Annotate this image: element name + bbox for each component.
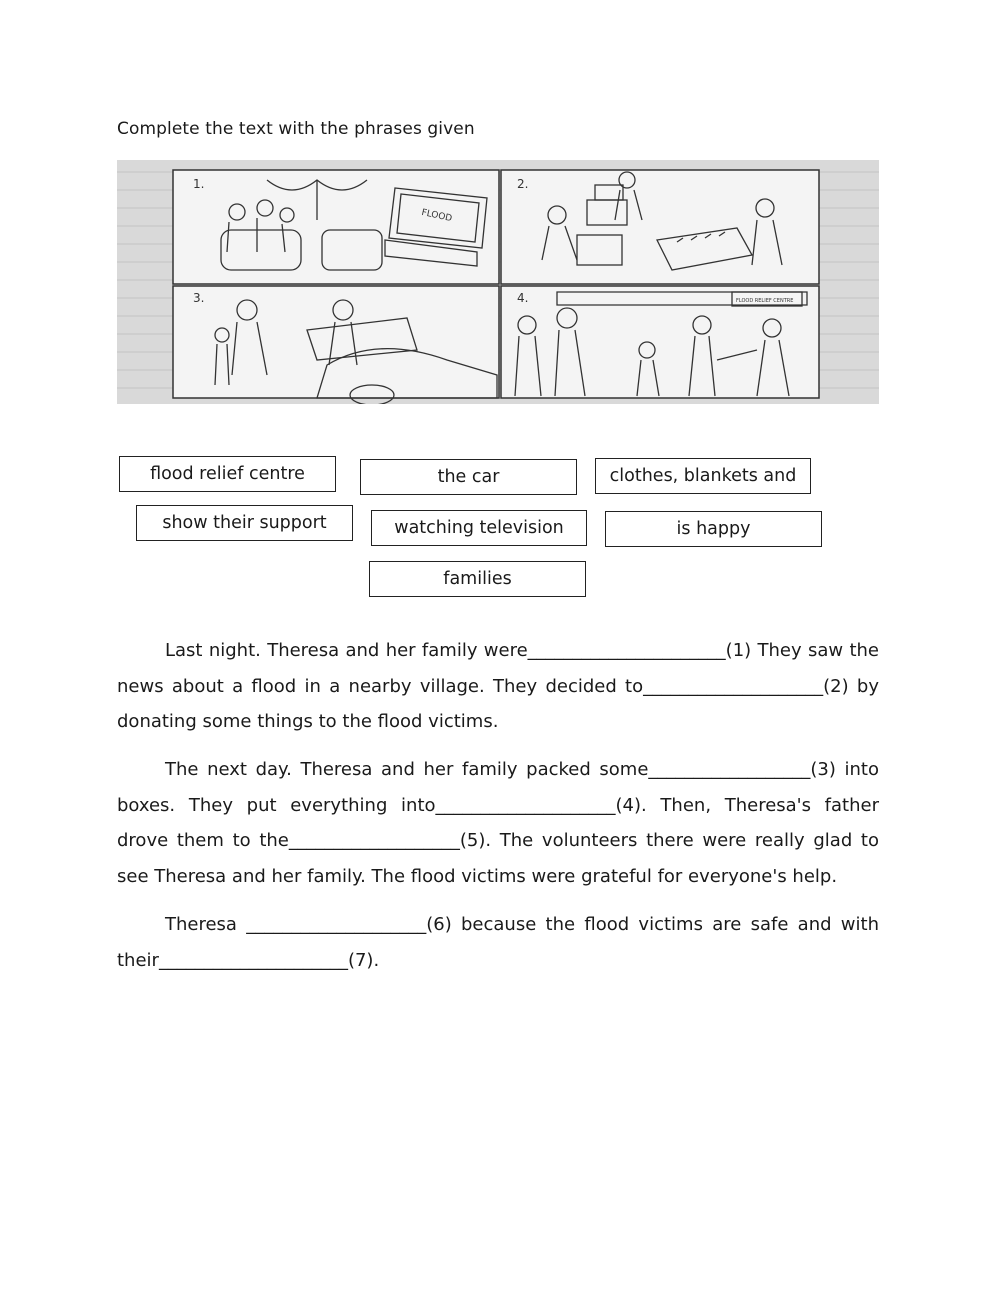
phrase-chip-clothes-blankets[interactable]: clothes, blankets and (595, 458, 811, 494)
panel-number-1: 1. (193, 177, 205, 191)
phrase-chip-is-happy[interactable]: is happy (605, 511, 822, 547)
panel-number-2: 2. (517, 177, 529, 191)
phrase-chip-flood-relief-centre[interactable]: flood relief centre (119, 456, 336, 492)
phrase-chip-show-their-support[interactable]: show their support (136, 505, 353, 541)
flood-story-picture (117, 160, 879, 404)
story-paragraph-1 (117, 633, 879, 740)
phrase-chip-families[interactable]: families (369, 561, 586, 597)
instruction-text: Complete the text with the phrases given (117, 119, 475, 139)
paragraph-3-text: Theresa ____________________(6) because the flood victims are safe and with their_____________________(7). (117, 914, 879, 971)
panel-number-3: 3. (193, 291, 205, 305)
phrase-chip-the-car[interactable]: the car (360, 459, 577, 495)
story-paragraph-2 (117, 752, 879, 894)
tv-flood-text: FLOOD (420, 207, 453, 225)
paragraph-1-text: Last night. Theresa and her family were______________________(1) They saw the news about a flood in a nearby village. They decided to____________________(2) by donating some things to the flood victims. (117, 640, 879, 732)
paragraph-2-text: The next day. Theresa and her family packed some__________________(3) into boxes. They put everything into____________________(4). Then, Theresa's father drove them to the___________________(5). The volunteers there were really glad to see Theresa and her family. The flood victims were grateful for everyone's help. (117, 759, 879, 887)
phrase-chip-watching-television[interactable]: watching television (371, 510, 587, 546)
story-paragraph-3 (117, 907, 879, 978)
panel-number-4: 4. (517, 291, 529, 305)
relief-centre-sign: FLOOD RELIEF CENTRE (736, 298, 794, 304)
